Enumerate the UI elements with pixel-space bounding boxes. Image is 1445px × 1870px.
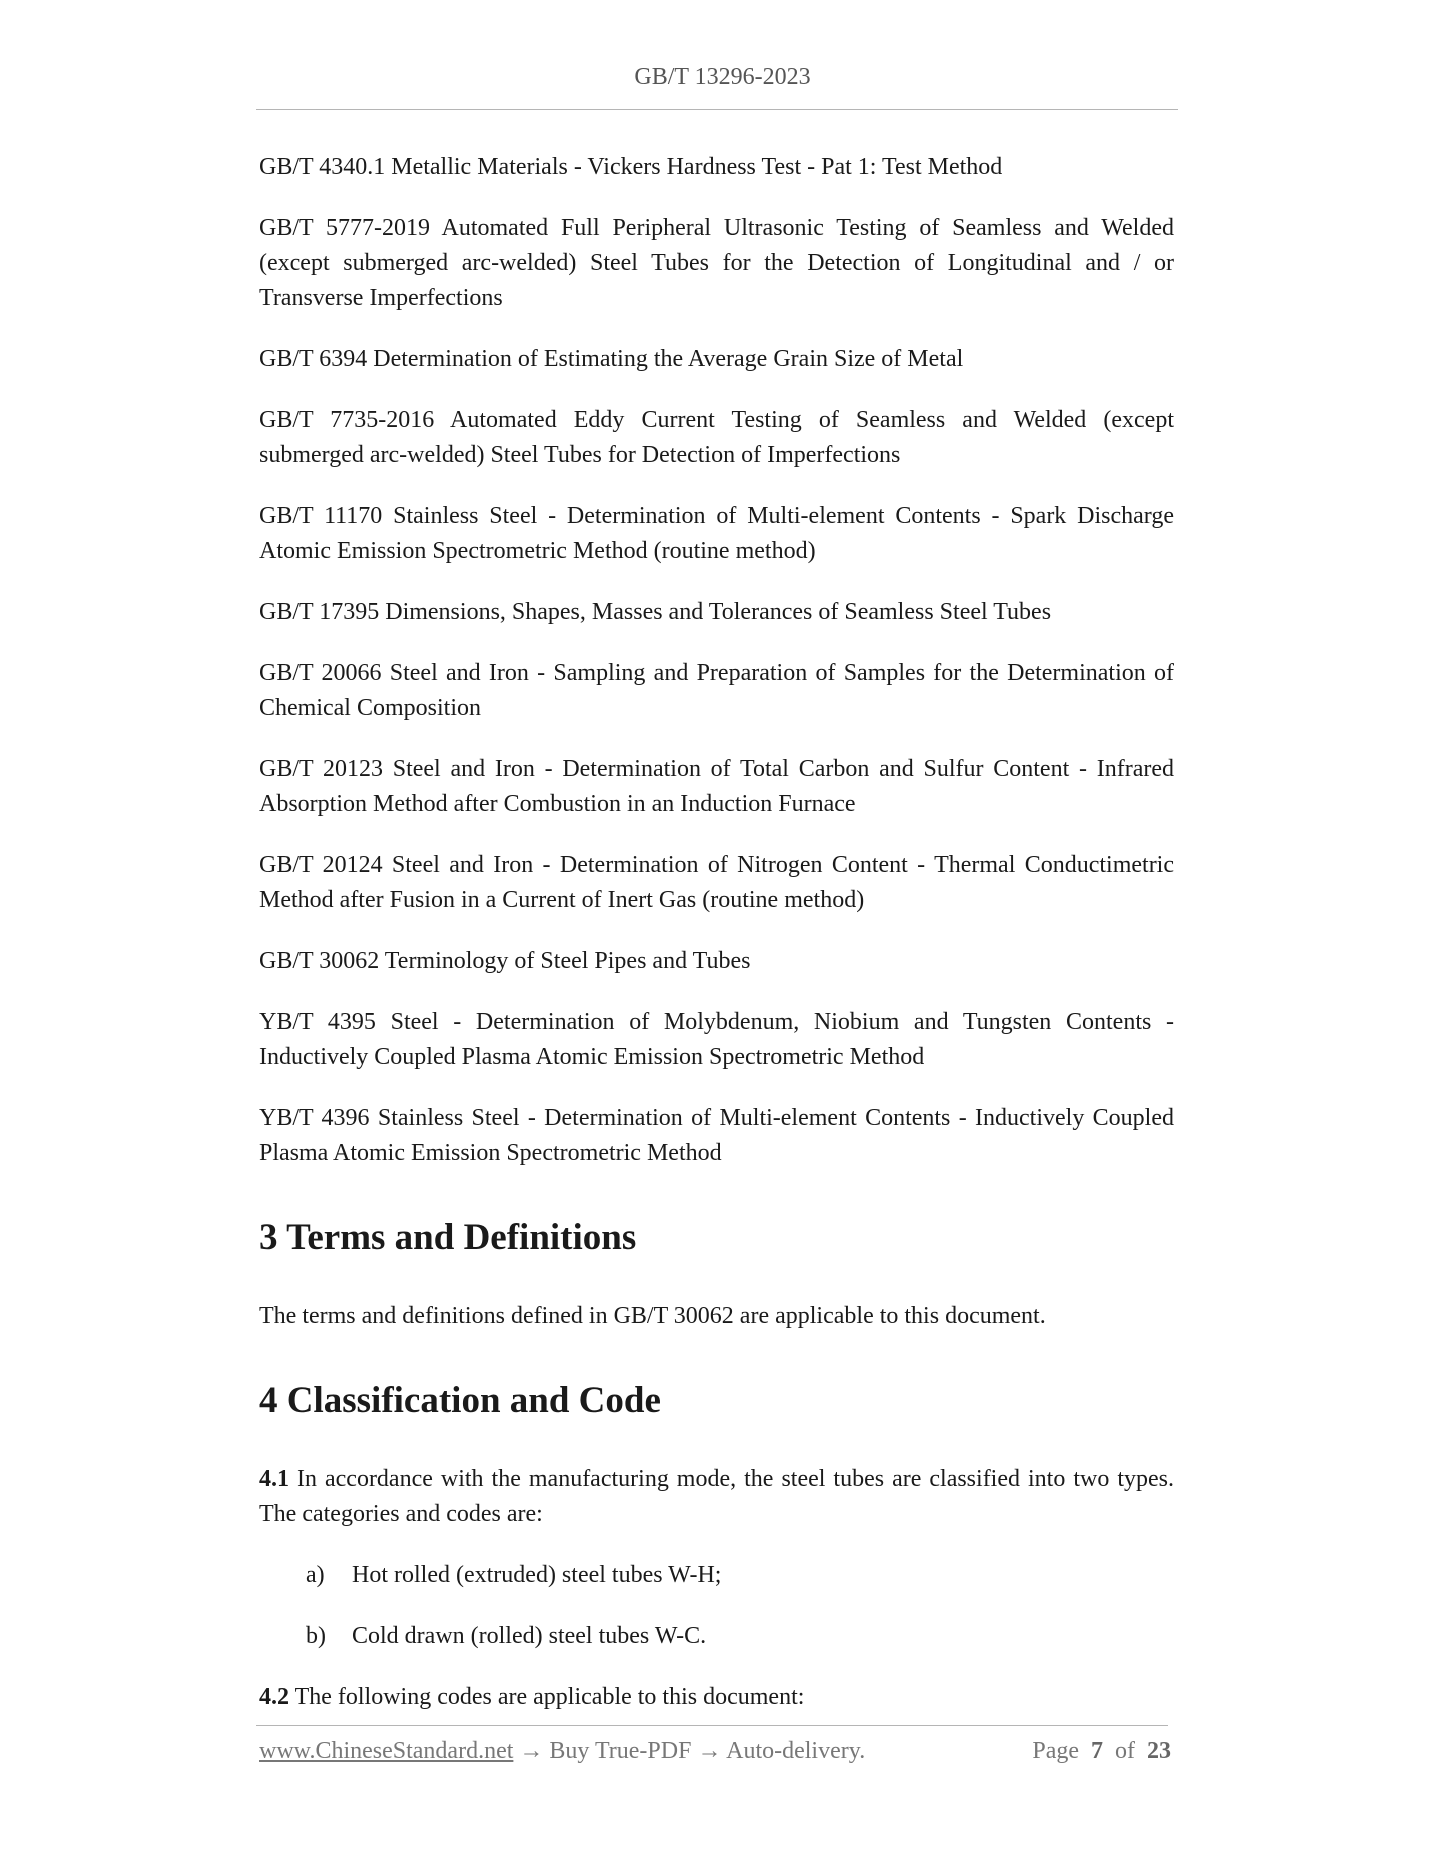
reference-item: GB/T 30062 Terminology of Steel Pipes and Tubes (259, 948, 751, 974)
reference-item: GB/T 20123 Steel and Iron - Determination of Total Carbon and Sulfur Content - Infrared Absorption Method after Combustion in an Induction Furnace (259, 756, 1174, 817)
footer-tagline: → Buy True-PDF → Auto-delivery. (513, 1738, 866, 1764)
section-3-heading: 3 Terms and Definitions (259, 1217, 637, 1258)
reference-item: GB/T 20066 Steel and Iron - Sampling and Preparation of Samples for the Determination of Chemical Composition (259, 660, 1174, 721)
reference-item: YB/T 4395 Steel - Determination of Molybdenum, Niobium and Tungsten Contents - Inductively Coupled Plasma Atomic Emission Spectrometric Method (259, 1009, 1174, 1070)
page-of: of (1115, 1738, 1135, 1764)
page-footer (259, 1738, 1171, 1765)
page-total: 23 (1147, 1738, 1171, 1764)
list-item (259, 1619, 1174, 1654)
reference-item: GB/T 7735-2016 Automated Eddy Current Testing of Seamless and Welded (except submerged arc-welded) Steel Tubes for Detection of Imperfections (259, 407, 1174, 468)
reference-item: GB/T 4340.1 Metallic Materials - Vickers Hardness Test - Pat 1: Test Method (259, 154, 1003, 180)
list-marker: a) (306, 1562, 325, 1588)
clause-4-2 (259, 1680, 1174, 1715)
site-link[interactable]: www.ChineseStandard.net (259, 1738, 514, 1764)
list-item-text: Cold drawn (rolled) steel tubes W-C. (352, 1623, 707, 1649)
reference-item: GB/T 17395 Dimensions, Shapes, Masses and Tolerances of Seamless Steel Tubes (259, 599, 1052, 625)
reference-item: GB/T 6394 Determination of Estimating the Average Grain Size of Metal (259, 346, 964, 372)
list-item (259, 1558, 1174, 1593)
section-3-text: The terms and definitions defined in GB/T 30062 are applicable to this document. (259, 1303, 1046, 1329)
reference-item: GB/T 20124 Steel and Iron - Determination of Nitrogen Content - Thermal Conductimetric Method after Fusion in a Current of Inert Gas (routine method) (259, 852, 1174, 913)
reference-item: YB/T 4396 Stainless Steel - Determination of Multi-element Contents - Inductively Coupled Plasma Atomic Emission Spectrometric Method (259, 1105, 1174, 1166)
reference-item: GB/T 5777-2019 Automated Full Peripheral Ultrasonic Testing of Seamless and Welded (except submerged arc-welded) Steel Tubes for the Detection of Longitudinal and / or Transverse Imperfections (259, 215, 1174, 311)
document-header-title: GB/T 13296-2023 (634, 64, 811, 90)
header-divider (256, 109, 1178, 110)
clause-4-1 (259, 1462, 1174, 1532)
list-item-text: Hot rolled (extruded) steel tubes W-H; (352, 1562, 722, 1588)
clause-4-2-number: 4.2 (259, 1684, 289, 1710)
clause-4-1-text: In accordance with the manufacturing mode, the steel tubes are classified into two types. The categories and codes are: (259, 1466, 1174, 1527)
clause-4-1-number: 4.1 (259, 1466, 289, 1492)
list-marker: b) (306, 1623, 326, 1649)
page-label: Page (1032, 1738, 1079, 1764)
footer-divider (256, 1725, 1168, 1726)
reference-item: GB/T 11170 Stainless Steel - Determination of Multi-element Contents - Spark Discharge Atomic Emission Spectrometric Method (routine method) (259, 503, 1174, 564)
clause-4-2-text: The following codes are applicable to this document: (289, 1684, 805, 1710)
document-body (259, 150, 1174, 1715)
section-4-heading: 4 Classification and Code (259, 1380, 661, 1421)
page-indicator (1032, 1738, 1171, 1765)
page-current: 7 (1091, 1738, 1103, 1764)
